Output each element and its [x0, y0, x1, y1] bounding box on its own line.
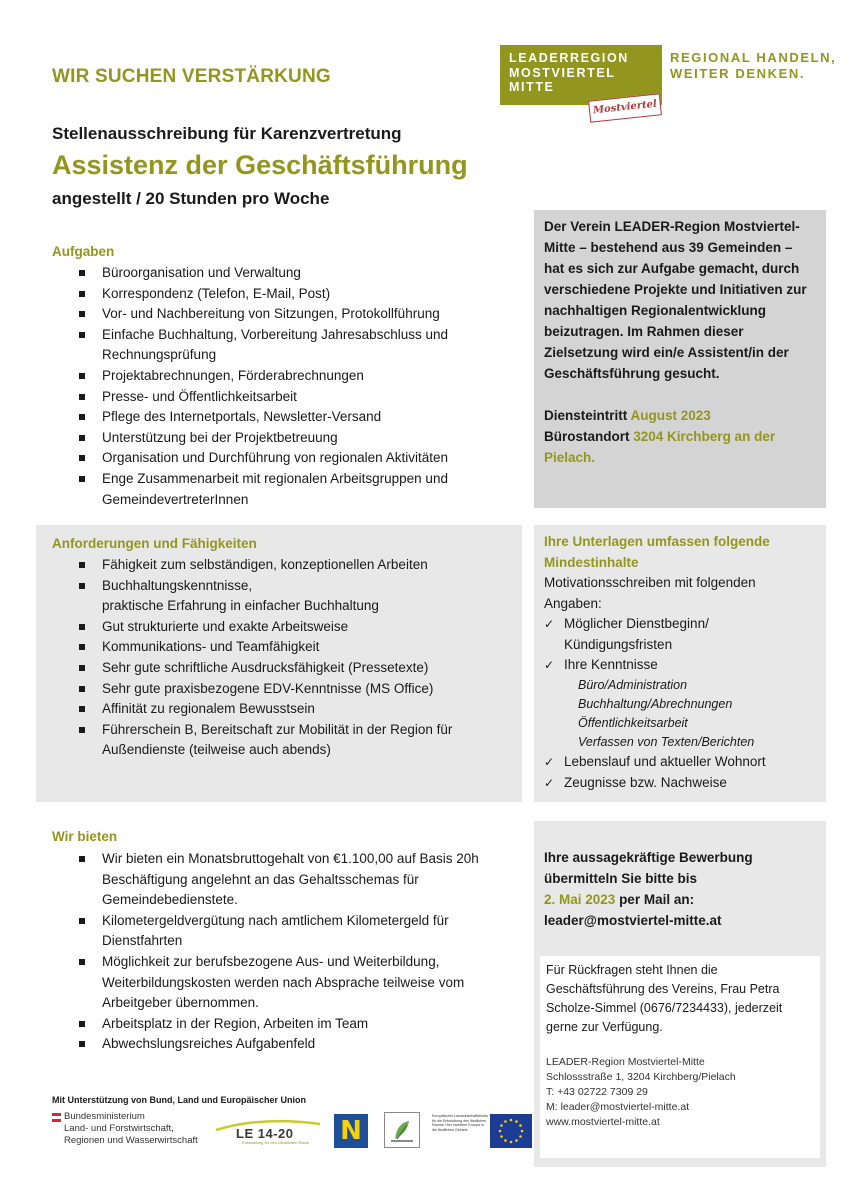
bieten-heading: Wir bieten: [52, 829, 118, 844]
ministry-text: [64, 1111, 198, 1147]
job-title: Assistenz der Geschäftsführung: [52, 150, 468, 180]
kenntnis-item: Verfassen von Texten/Berichten: [578, 734, 755, 749]
bewerbung-text-2: per Mail an:: [619, 892, 695, 907]
list-item: Presse- und Öffentlichkeitsarbeit: [52, 387, 522, 408]
list-item: [52, 576, 518, 617]
bewerbung-email: leader@mostviertel-mitte.at: [544, 913, 722, 928]
verein-text: Der Verein LEADER-Region Mostviertel-Mitte – bestehend aus 39 Gemeinden – hat es sich zur Aufgabe gemacht, durch verschiedene Projekte und Initiativen zur nachhaltigen Regionalentwicklung beizutragen. Im Rahmen dieser Zielsetzung wird ein/e Assistent/in der Geschäftsführung gesucht.: [544, 219, 807, 381]
contact-block: [546, 1055, 820, 1130]
list-item: Vor- und Nachbereitung von Sitzungen, Protokollführung: [52, 304, 522, 325]
list-item: Führerschein B, Bereitschaft zur Mobilität in der Region für Außendienste (teilweise auch abends): [52, 720, 518, 761]
bieten-list: [52, 849, 528, 1055]
list-item: Unterstützung bei der Projektbetreuung: [52, 428, 522, 449]
support-line: Mit Unterstützung von Bund, Land und Europäischer Union: [52, 1095, 306, 1105]
list-item: Wir bieten ein Monatsbruttogehalt von €1.100,00 auf Basis 20h Beschäftigung angelehnt an das Gehaltsschemas für Gemeindebedienstete.: [52, 849, 528, 911]
list-item: Sehr gute schriftliche Ausdrucksfähigkeit (Pressetexte): [52, 658, 518, 679]
contact-org: LEADER-Region Mostviertel-Mitte: [546, 1056, 705, 1068]
ministry-line: Regionen und Wasserwirtschaft: [64, 1135, 198, 1146]
verein-panel: [534, 210, 826, 508]
list-item: Möglichkeit zur berufsbezogene Aus- und Weiterbildung, Weiterbildungskosten werden nach Absprache teilweise vom Arbeitgeber übernommen.: [52, 952, 528, 1014]
anforderungen-panel: [36, 525, 522, 802]
list-item: Büroorganisation und Verwaltung: [52, 263, 522, 284]
list-item: Enge Zusammenarbeit mit regionalen Arbeitsgruppen und GemeindevertreterInnen: [52, 469, 522, 510]
list-item: Gut strukturierte und exakte Arbeitsweise: [52, 617, 518, 638]
aufgaben-list: [52, 263, 522, 510]
location-value: 3204 Kirchberg an der Pielach.: [544, 429, 776, 465]
le-logo-text: LE 14-20: [236, 1126, 294, 1141]
slogan-line: REGIONAL HANDELN,: [670, 50, 837, 65]
bewerbung-deadline: 2. Mai 2023: [544, 892, 616, 907]
logo-line: MITTE: [509, 80, 555, 94]
anforderungen-heading: Anforderungen und Fähigkeiten: [52, 536, 257, 551]
unterlagen-intro: Motivationsschreiben mit folgenden Angaben:: [544, 575, 756, 611]
rueckfragen-text: Für Rückfragen steht Ihnen die Geschäftsführung des Vereins, Frau Petra Scholze-Simmel (0676/7234433), jederzeit gerne zur Verfügung.: [546, 963, 783, 1034]
kenntnis-item: Öffentlichkeitsarbeit: [578, 715, 688, 730]
check-item: ✓ Möglicher Dienstbeginn/ Kündigungsfristen: [544, 614, 816, 655]
ministry-line: Bundesministerium: [64, 1111, 145, 1122]
slogan: [670, 50, 836, 82]
list-item: Organisation und Durchführung von regionalen Aktivitäten: [52, 448, 522, 469]
headline: WIR SUCHEN VERSTÄRKUNG: [52, 66, 331, 87]
anforderungen-list: [52, 555, 518, 761]
noe-logo-icon: N: [334, 1114, 368, 1148]
bewerbung-text-1: Ihre aussagekräftige Bewerbung übermitteln Sie bitte bis: [544, 850, 753, 886]
contact-mail[interactable]: M: leader@mostviertel-mitte.at: [546, 1101, 690, 1113]
ministry-line: Land- und Forstwirtschaft,: [64, 1123, 174, 1134]
unterlagen-heading: Ihre Unterlagen umfassen folgende Mindestinhalte: [544, 534, 770, 570]
check-item: ✓ Ihre Kenntnisse: [544, 655, 816, 676]
check-item: ✓ Lebenslauf und aktueller Wohnort: [544, 752, 816, 773]
job-terms: angestellt / 20 Stunden pro Woche: [52, 189, 330, 208]
list-item: Pflege des Internetportals, Newsletter-Versand: [52, 407, 522, 428]
le-logo-subtext: Entwicklung für den Ländlichen Raum: [242, 1140, 310, 1145]
buerostandort: [544, 426, 816, 468]
contact-web[interactable]: www.mostviertel-mitte.at: [546, 1116, 660, 1128]
logo-line: MOSTVIERTEL: [509, 65, 616, 80]
kenntnis-item: Buchhaltung/Abrechnungen: [578, 696, 733, 711]
list-item: Einfache Buchhaltung, Vorbereitung Jahresabschluss und Rechnungsprüfung: [52, 325, 522, 366]
le-14-20-logo: [212, 1118, 322, 1148]
list-item: Abwechslungsreiches Aufgabenfeld: [52, 1034, 528, 1055]
kontakt-box: [540, 956, 820, 1158]
list-item-line: Buchhaltungskenntnisse,: [102, 577, 253, 593]
list-item: Affinität zu regionalem Bewusstsein: [52, 699, 518, 720]
diensteintritt: [544, 405, 816, 426]
mostviertel-stamp: Mostviertel: [588, 93, 662, 122]
leader-logo-icon: [384, 1112, 420, 1148]
start-value: August 2023: [630, 408, 711, 423]
check-item: ✓ Zeugnisse bzw. Nachweise: [544, 773, 816, 794]
location-label: Bürostandort: [544, 429, 630, 444]
list-item: Korrespondenz (Telefon, E-Mail, Post): [52, 284, 522, 305]
logo-line: LEADERREGION: [509, 51, 629, 65]
list-item: Projektabrechnungen, Förderabrechnungen: [52, 366, 522, 387]
list-item: Kommunikations- und Teamfähigkeit: [52, 637, 518, 658]
list-item: Sehr gute praxisbezogene EDV-Kenntnisse (MS Office): [52, 679, 518, 700]
eu-flag-icon: [490, 1114, 532, 1148]
job-subtitle: Stellenausschreibung für Karenzvertretung: [52, 124, 402, 143]
contact-address: Schlossstraße 1, 3204 Kirchberg/Pielach: [546, 1071, 736, 1083]
start-label: Diensteintritt: [544, 408, 628, 423]
bewerbung-panel: [534, 821, 826, 1167]
austria-flag-icon: [52, 1113, 61, 1122]
eu-fund-text: Europäischer Landwirtschaftsfonds für die Entwicklung des ländlichen Raums: Hier investiert Europa in die ländlichen Gebiete.: [432, 1114, 488, 1132]
contact-phone: T: +43 02722 7309 29: [546, 1086, 648, 1098]
unterlagen-panel: [534, 525, 826, 802]
list-item: Arbeitsplatz in der Region, Arbeiten im Team: [52, 1014, 528, 1035]
list-item: Kilometergeldvergütung nach amtlichem Kilometergeld für Dienstfahrten: [52, 911, 528, 952]
bewerbung-text: [544, 847, 804, 931]
slogan-line: WEITER DENKEN.: [670, 66, 806, 81]
unterlagen-checklist: [544, 614, 816, 676]
unterlagen-checklist-2: [544, 752, 816, 793]
list-item: Fähigkeit zum selbständigen, konzeptionellen Arbeiten: [52, 555, 518, 576]
aufgaben-heading: Aufgaben: [52, 244, 115, 259]
kenntnis-item: Büro/Administration: [578, 677, 688, 692]
list-item-line: praktische Erfahrung in einfacher Buchhaltung: [102, 598, 379, 614]
